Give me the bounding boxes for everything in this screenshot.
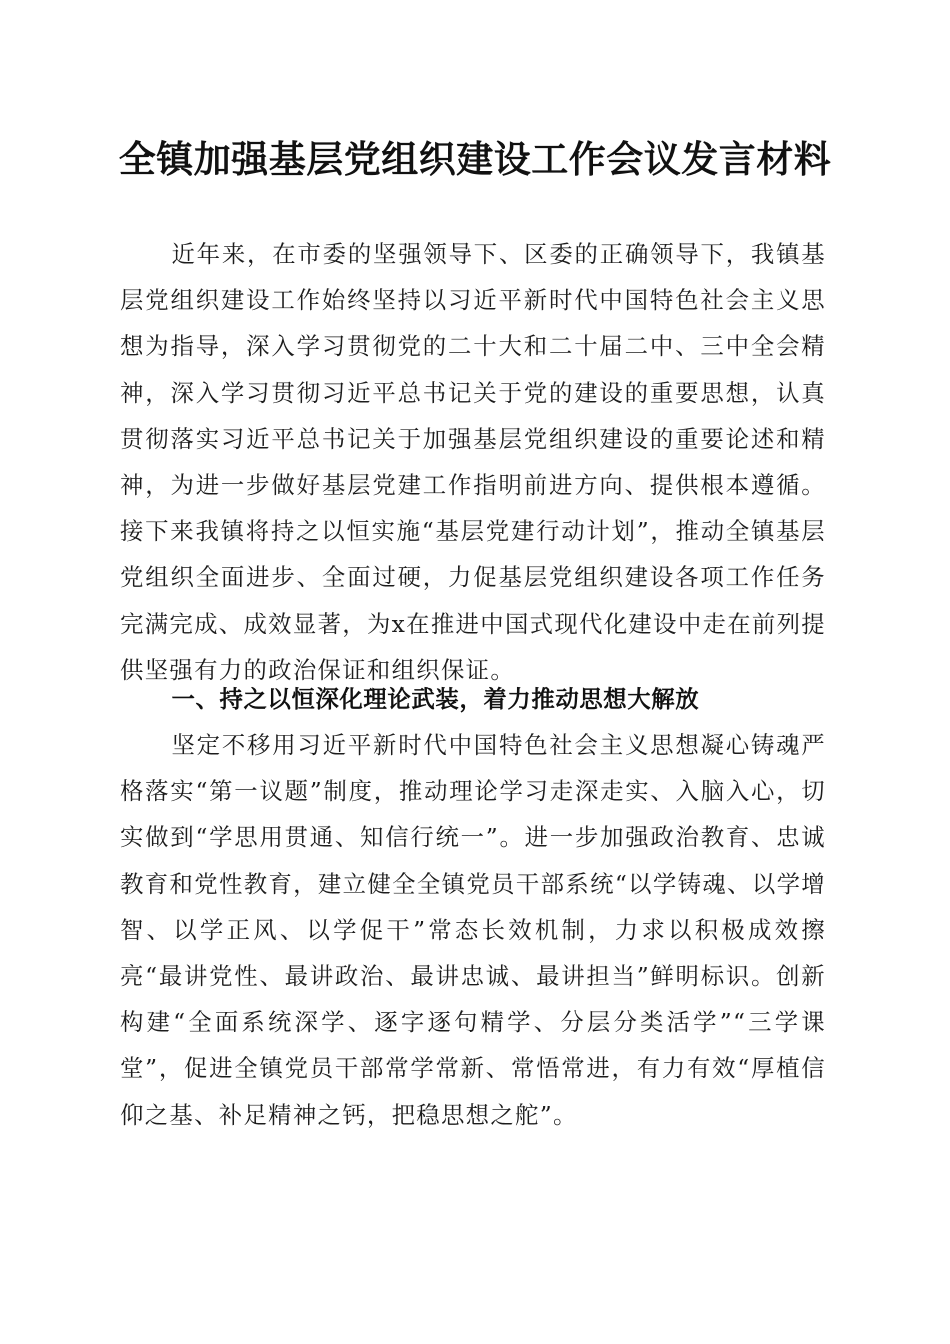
intro-paragraph: 近年来，在市委的坚强领导下、区委的正确领导下，我镇基层党组织建设工作始终坚持以习近平新时代中国特色社会主义思想为指导，深入学习贯彻党的二十大和二十届二中、三中全会精神，深入学习贯彻习近平总书记关于党的建设的重要思想，认真贯彻落实习近平总书记关于加强基层党组织建设的重要论述和精神，为进一步做好基层党建工作指明前进方向、提供根本遵循。接下来我镇将持之以恒实施“基层党建行动计划”，推动全镇基层党组织全面进步、全面过硬，力促基层党组织建设各项工作任务完满完成、成效显著，为x在推进中国式现代化建设中走在前列提供坚强有力的政治保证和组织保证。	[120, 240, 826, 684]
document-title: 全镇加强基层党组织建设工作会议发言材料	[118, 137, 832, 181]
section-1-paragraph: 坚定不移用习近平新时代中国特色社会主义思想凝心铸魂严格落实“第一议题”制度，推动理论学习走深走实、入脑入心，切实做到“学思用贯通、知信行统一”。进一步加强政治教育、忠诚教育和党性教育，建立健全全镇党员干部系统“以学铸魂、以学增智、以学正风、以学促干”常态长效机制，力求以积极成效擦亮“最讲党性、最讲政治、最讲忠诚、最讲担当”鲜明标识。创新构建“全面系统深学、逐字逐句精学、分层分类活学”“三学课堂”，促进全镇党员干部常学常新、常悟常进，有力有效“厚植信仰之基、补足精神之钙，把稳思想之舵”。	[120, 731, 826, 1129]
section-1-heading: 一、持之以恒深化理论武装，着力推动思想大解放	[171, 685, 700, 713]
